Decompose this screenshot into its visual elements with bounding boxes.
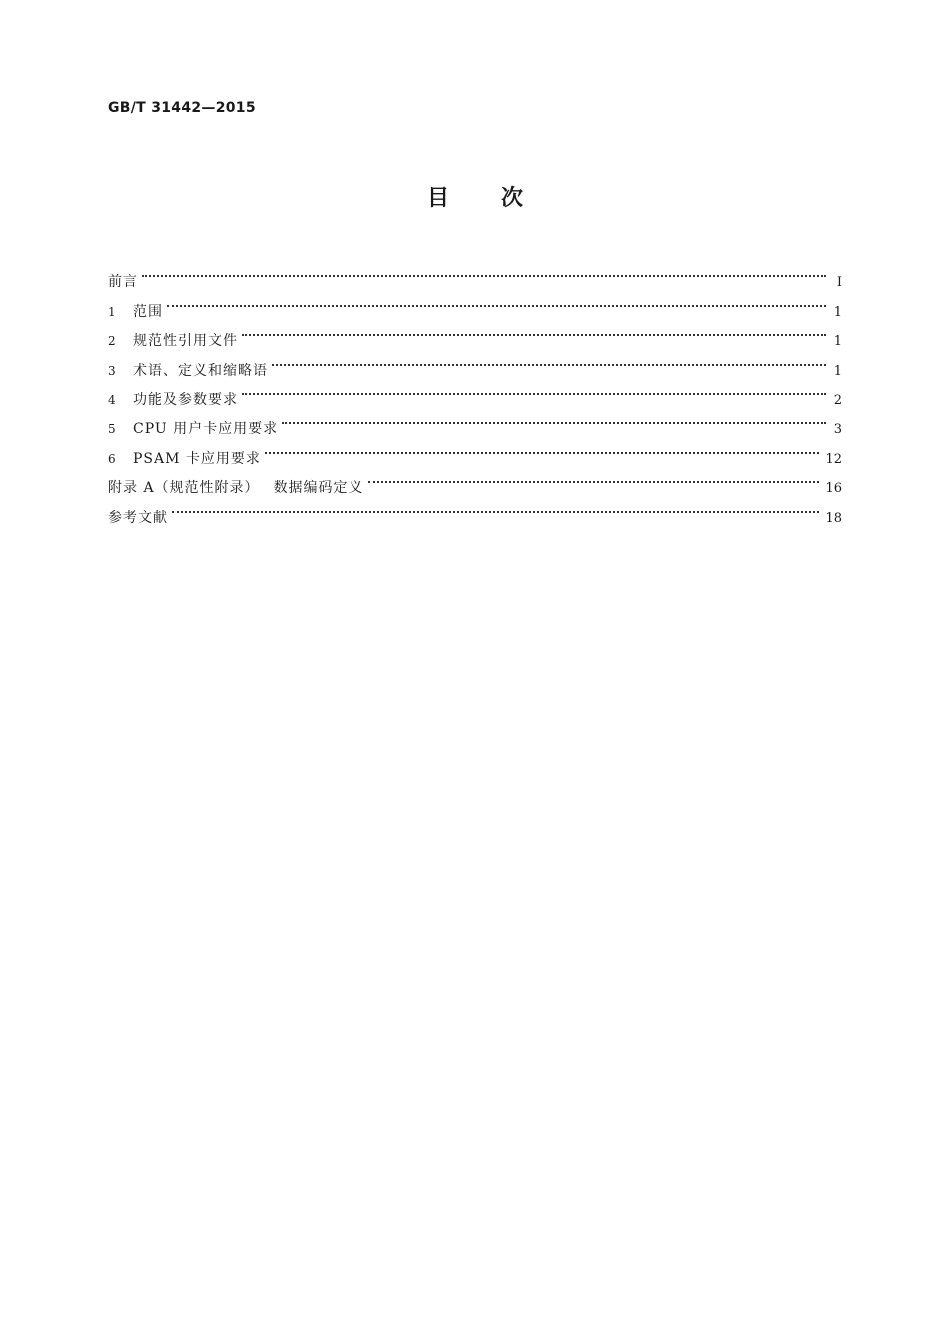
toc-entry-page: Ⅰ (836, 275, 842, 291)
dot-leader (142, 257, 826, 286)
toc-entry-label: 术语、定义和缩略语 (133, 362, 268, 379)
toc-entry-page: 16 (825, 481, 842, 497)
dot-leader (242, 375, 826, 404)
toc-entry-label: CPU 用户卡应用要求 (133, 421, 279, 438)
toc-entry-label: 前言 (108, 274, 138, 291)
toc-entry-page: 1 (833, 334, 842, 350)
toc-entry-label: 参考文献 (108, 509, 168, 526)
toc-entry-number: 5 (108, 422, 116, 437)
document-number: GB/T 31442—2015 (108, 100, 256, 116)
dot-leader (272, 345, 826, 374)
toc-entry-page: 18 (825, 510, 842, 526)
dot-leader (172, 492, 819, 521)
toc-entry-bibliography[interactable] (108, 492, 842, 526)
dot-leader (368, 463, 820, 492)
dot-leader (167, 286, 826, 315)
toc-entry-foreword[interactable] (108, 257, 842, 291)
toc-entry-page: 3 (833, 422, 842, 438)
toc-entry-scope[interactable] (108, 286, 842, 320)
toc-title-part2: 次 (501, 186, 524, 211)
toc-entry-label: 附录 A（规范性附录） (108, 480, 260, 497)
toc-entry-number: 4 (108, 392, 116, 407)
toc-entry-number: 3 (108, 363, 116, 378)
toc-entry-page: 1 (833, 363, 842, 379)
toc-entry-number: 6 (108, 451, 116, 466)
toc-entry-page: 2 (833, 392, 842, 408)
toc-title (0, 181, 950, 212)
toc-entry-label: 功能及参数要求 (133, 391, 238, 408)
dot-leader (265, 433, 820, 462)
toc-entry-normative-references[interactable] (108, 316, 842, 350)
toc-entry-label: 规范性引用文件 (133, 333, 238, 350)
table-of-contents (108, 257, 842, 526)
toc-entry-label-secondary: 数据编码定义 (273, 480, 364, 497)
toc-title-part1: 目 (426, 186, 449, 211)
toc-entry-page: 1 (833, 304, 842, 320)
dot-leader (242, 316, 826, 345)
toc-entry-label: PSAM 卡应用要求 (133, 450, 261, 467)
dot-leader (282, 404, 826, 433)
toc-entry-number: 2 (108, 334, 116, 349)
toc-entry-number: 1 (108, 304, 116, 319)
toc-entry-label: 范围 (133, 303, 163, 320)
toc-entry-page: 12 (825, 451, 842, 467)
